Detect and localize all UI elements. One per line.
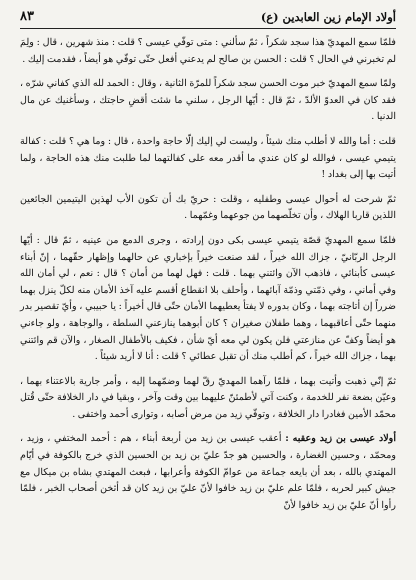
- paragraph-text: قلت : أما والله لا أطلب منك شيئاً ، وليست لي إليك إلّا حاجة واحدة ، قال : وما هي ؟ قلت : كفالة يتيمي عيسى ، فوالله لو كان عندي ما أقدر معه على كفالتهما لما طلبت منك هذه الحاجة ، ولما أتيت بها إلى بغداد !: [20, 135, 396, 181]
- paragraph-text: ولمّا سمع المهديّ خبر موت الحسن سجد شكراً للمرّة الثانية ، وقال : الحمد لله الذي كفاني شرّه ، فقد كان في العدوّ الألدّ ، ثمّ قال : أيّها الرجل ، سلني ما شئت أقضِ حاجتك ، وسأغنيك عن مال الدنيا .: [20, 78, 396, 123]
- paragraph: [20, 374, 396, 424]
- paragraph: [20, 134, 396, 184]
- paragraph: [20, 233, 396, 366]
- page-header: [20, 8, 396, 29]
- paragraph: [20, 76, 396, 126]
- paragraph: [20, 192, 396, 225]
- section-heading: أولاد عيسى بن زيد وعقبه :: [285, 433, 396, 445]
- paragraph-text: فلمّا سمع المهديّ قصّة يتيمي عيسى بكى دون إرادته ، وجرى الدمع من عينيه ، ثمّ قال : أيّها الرجل الربّانيّ ، جزاك الله خيراً ، لقد صنعت خيراً بإخباري عن حالهما وإظهار حقّهما ، إنّ أبناء عيسى كأبنائي ، فاذهب الآن وائتني بهما . قلت : فهل لهما من أمان ؟ قال : نعم ، لي أمان الله وفي أماني ، وفي ذمّتي وذمّة آبائهما ، وأحلف بلا انقطاع أقسم عليه آخذ الأمان منه لكلّ ينزل بهما ضرراً إن أتاجته بهما ، وكان بدوره لا يفتأ يعطيهما الأمان حتّى قال أخيراً : يا حبيبي ، وأيّ تقصير بدر منهما حتّى أعاقبهما ، وهما طفلان صغيران ؟ كان أبوهما ينازعني السلطة ، والوجاهة ، ولو جاءني هو أيضاً وكفّ عن منازعتي فلن يكون لي معه أيّ شأن ، فكيف بالأطفال الصغار ، والآن قم وائتني بهما ، جزاك الله خيراً ، كم أطلب منك أن تقبل عطائي ؟ قلت : أنا لا أريد شيئاً .: [20, 234, 396, 363]
- running-title: أولاد الإمام زين العابدين (ع): [260, 10, 396, 24]
- paragraph-text: ثمّ شرحت له أحوال عيسى وطفليه ، وقلت : حريّ بك أن تكون الأب لهذين اليتيمين الجائعين اللذين قاربا الهلاك ، وأن تخلّصهما من جوعهما وغمّهما .: [20, 193, 396, 222]
- page-number: ٨٣: [20, 9, 34, 24]
- paragraph: [20, 35, 396, 68]
- page-body: [20, 35, 396, 514]
- paragraph-text: فلمّا سمع المهديّ هذا سجد شكراً ، ثمّ سألني : متى توفّي عيسى ؟ قلت : منذ شهرين ، قال : ولِمَ لم تخبرني في الحال ؟ قلت : الحسن بن صالح لم يدعني أفعل حتّى توفّي هو أيضاً ، فقدمت إليك .: [20, 37, 396, 65]
- paragraph-text: ثمّ إنّي ذهبت وأتيت بهما ، فلمّا رآهما المهديّ رقّ لهما وضمّهما إليه ، وأمر جارية بالاعتناء بهما ، وعيّن بضعة نفر للخدمة ، وكنت آتي لأطمئنّ عليهما بين وقت وآخر ، وبقيا في دار الخلافة حتّى قُتل محمّد الأمين فغادرا دار الخلافة ، وتوفّي زيد من مرض أصابه ، وتوارى أحمد واختفى .: [20, 375, 396, 420]
- paragraph-text: أعقب عيسى بن زيد من أربعة أبناء ، هم : أحمد المختفي ، وزيد ، ومحمّد ، وحسين الغضارة ، والحسين هو جدّ عليّ بن زيد بن الحسين الذي خرج بالكوفة في أيّام المهتدي بالله ، بعد أن بايعه جماعة من عوامّ الكوفة وأعرابها ، فبعث المهتدي بشاه بن ميكال مع جيش كبير لحربه ، فلمّا علم عليّ بن زيد خافوا لأنّ عليّ بن زيد كان قد أثخن أصحاب الخبر ، فلمّا رأوا أنّ عليّ بن زيد خافوا لأنّ: [20, 433, 396, 511]
- section-paragraph: [20, 431, 396, 514]
